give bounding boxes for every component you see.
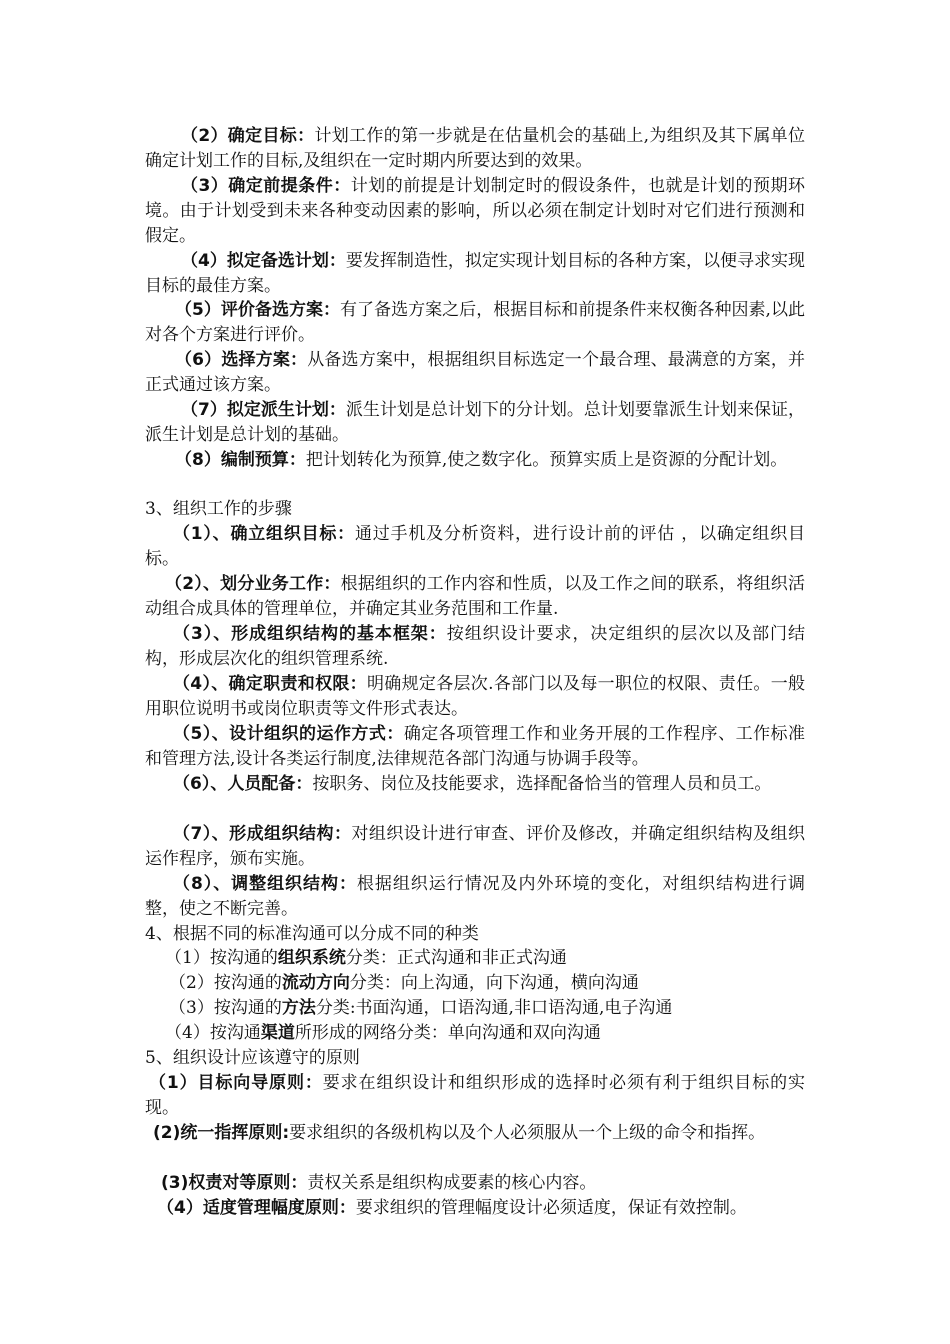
step-text: 要发挥制造性，拟定实现计划目标的各种方案，以便寻求实现目标的最佳方案。 (145, 251, 805, 296)
principle-text: 要求组织的各级机构以及个人必须服从一个上级的命令和指挥。 (289, 1123, 766, 1143)
step-label: （7）、形成组织结构： (173, 824, 352, 844)
step-text: 从备选方案中，根据组织目标选定一个最合理、最满意的方案，并正式通过该方案。 (145, 350, 805, 395)
step-label: （8）、调整组织结构： (173, 874, 357, 894)
comm-bold: 流动方向 (281, 973, 350, 993)
section-3-heading: 3、组织工作的步骤 (145, 499, 292, 519)
comm-pre: （1）按沟通的 (165, 948, 278, 968)
section-4-heading: 4、根据不同的标准沟通可以分成不同的种类 (145, 924, 479, 944)
step-text: 有了备选方案之后，根据目标和前提条件来权衡各种因素,以此对各个方案进行评价。 (145, 300, 805, 345)
principle-text: 责权关系是组织构成要素的核心内容。 (307, 1173, 597, 1193)
comm-type-2 (145, 971, 805, 996)
principle-1 (145, 1071, 805, 1121)
principle-4 (145, 1196, 815, 1221)
step-label: （2）确定目标： (181, 126, 315, 146)
comm-post: 分类：正式沟通和非正式沟通 (345, 948, 567, 968)
step-label: （5）、设计组织的运作方式： (173, 724, 404, 744)
planning-step-7 (145, 398, 805, 448)
comm-bold: 组织系统 (277, 948, 346, 968)
planning-step-6 (145, 348, 805, 398)
step-label: （5）评价备选方案： (175, 300, 341, 320)
org-step-8 (145, 872, 805, 922)
planning-step-8 (145, 448, 805, 473)
org-step-2 (145, 572, 805, 622)
comm-pre: （3）按沟通的 (169, 998, 282, 1018)
principle-label: (2)统一指挥原则: (153, 1123, 290, 1143)
step-text: 根据组织运行情况及内外环境的变化，对组织结构进行调整，使之不断完善。 (145, 874, 805, 919)
step-text: 明确规定各层次.各部门以及每一职位的权限、责任。一般用职位说明书或岗位职责等文件形式表达。 (145, 674, 805, 719)
comm-pre: （2）按沟通的 (169, 973, 282, 993)
comm-type-3 (145, 996, 805, 1021)
step-label: （7）拟定派生计划： (181, 400, 346, 420)
comm-pre: （4）按沟通 (165, 1023, 261, 1043)
org-step-7 (145, 822, 805, 872)
step-text: 计划的前提是计划制定时的假设条件，也就是计划的预期环境。由于计划受到未来各种变动因素的影响，所以必须在制定计划时对它们进行预测和假定。 (145, 176, 805, 246)
step-text: 对组织设计进行审查、评价及修改，并确定组织结构及组织运作程序，颁布实施。 (145, 824, 805, 869)
principle-2 (145, 1121, 805, 1146)
comm-type-4 (145, 1021, 805, 1046)
step-text: 根据组织的工作内容和性质，以及工作之间的联系，将组织活动组合成具体的管理单位，并确定其业务范围和工作量. (145, 574, 805, 619)
planning-step-4 (145, 249, 805, 299)
comm-post: 所形成的网络分类：单向沟通和双向沟通 (294, 1023, 601, 1043)
step-label: （6）、人员配备： (173, 774, 313, 794)
step-label: （6）选择方案： (175, 350, 308, 370)
org-step-5 (145, 722, 805, 772)
principle-text: 要求在组织设计和组织形成的选择时必须有利于组织目标的实现。 (145, 1073, 805, 1118)
planning-step-5 (145, 298, 805, 348)
step-text: 把计划转化为预算,使之数字化。预算实质上是资源的分配计划。 (305, 450, 788, 470)
step-text: 计划工作的第一步就是在估量机会的基础上,为组织及其下属单位确定计划工作的目标,及组织在一定时期内所要达到的效果。 (145, 126, 805, 171)
comm-post: 分类：向上沟通，向下沟通，横向沟通 (349, 973, 639, 993)
comm-post: 分类:书面沟通，口语沟通,非口语沟通,电子沟通 (315, 998, 673, 1018)
comm-bold: 方法 (281, 998, 316, 1018)
step-label: （3）、形成组织结构的基本框架： (173, 624, 447, 644)
step-text: 按组织设计要求，决定组织的层次以及部门结构，形成层次化的组织管理系统. (145, 624, 806, 669)
org-step-6 (145, 772, 805, 797)
principle-text: 要求组织的管理幅度设计必须适度，保证有效控制。 (355, 1198, 747, 1218)
step-label: （1）、确立组织目标： (173, 524, 355, 544)
principle-label: （4）适度管理幅度原则： (157, 1198, 356, 1218)
step-text: 通过手机及分析资料，进行设计前的评估 ，以确定组织目标。 (145, 524, 805, 569)
section-5-heading: 5、组织设计应该遵守的原则 (145, 1048, 360, 1068)
step-label: （4）、确定职责和权限： (173, 674, 367, 694)
step-label: （4）拟定备选计划： (181, 251, 346, 271)
planning-step-2 (145, 124, 805, 174)
org-step-4 (145, 672, 805, 722)
step-text: 确定各项管理工作和业务开展的工作程序、工作标准和管理方法,设计各类运行制度,法律规范各部门沟通与协调手段等。 (145, 724, 805, 769)
comm-bold: 渠道 (260, 1023, 295, 1043)
org-step-3 (145, 622, 805, 672)
planning-step-3 (145, 174, 805, 248)
step-label: （3）确定前提条件： (181, 176, 351, 196)
step-text: 派生计划是总计划下的分计划。总计划要靠派生计划来保证，派生计划是总计划的基础。 (145, 400, 805, 445)
principle-3 (145, 1171, 805, 1196)
step-text: 按职务、岗位及技能要求，选择配备恰当的管理人员和员工。 (312, 774, 772, 794)
org-step-1 (145, 522, 805, 572)
principle-label: （1）目标向导原则： (149, 1073, 323, 1093)
step-label: （8）编制预算： (175, 450, 306, 470)
principle-label: (3)权责对等原则： (161, 1173, 308, 1193)
step-label: （2）、划分业务工作： (165, 574, 341, 594)
comm-type-1 (145, 946, 805, 971)
